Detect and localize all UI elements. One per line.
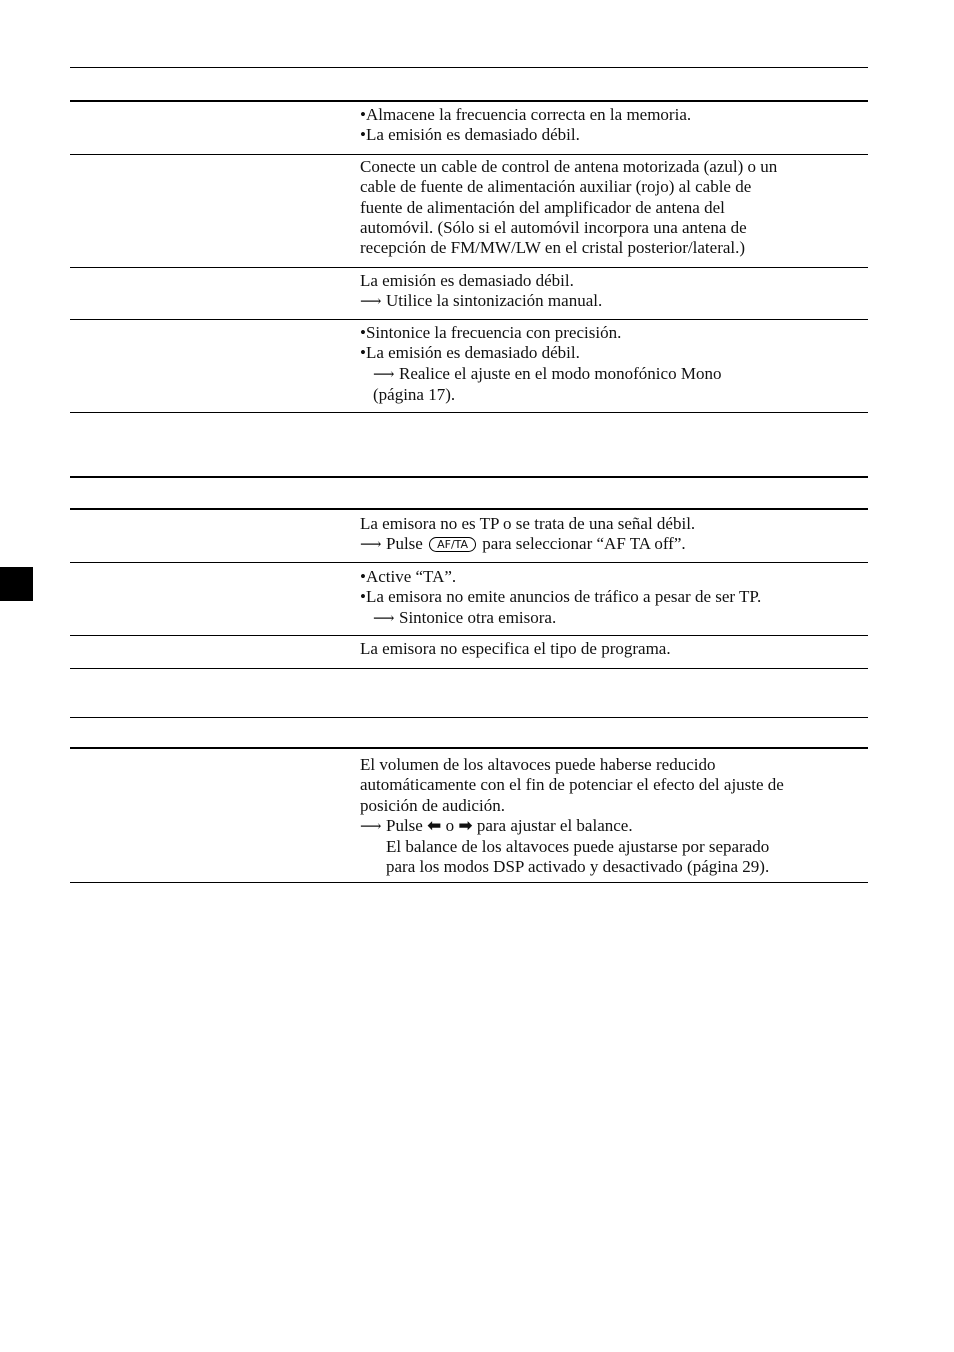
arrow-right-icon: ⟶ — [360, 537, 382, 554]
bullet-item: •Active “TA”. — [360, 567, 457, 586]
bullet-item: •La emisión es demasiado débil. — [360, 343, 580, 363]
text-line: (página 17). — [373, 384, 456, 404]
row-divider — [70, 635, 868, 636]
solution-line: ⟶ Realice el ajuste en el modo monofónico Mono — [360, 364, 870, 385]
arrow-right-icon: ⟶ — [360, 818, 382, 835]
bullet-item: •Almacene la frecuencia correcta en la memoria. — [360, 105, 692, 124]
arrow-right-icon: ⟶ — [373, 366, 395, 383]
text-line: posición de audición. — [360, 795, 505, 815]
table-top-rule — [70, 476, 868, 478]
table-bottom-rule — [70, 412, 868, 413]
table-row — [360, 514, 870, 556]
table-header-rule — [70, 747, 868, 749]
row-divider — [70, 319, 868, 320]
row-divider — [70, 267, 868, 268]
table-top-rule — [70, 67, 868, 68]
solution-line: ⟶ Sintonice otra emisora. — [360, 608, 870, 629]
text-line: La emisora no especifica el tipo de programa. — [360, 639, 671, 658]
right-arrow-key-icon: ➡ — [458, 815, 473, 836]
section-tab-marker — [0, 567, 33, 601]
text-line: La emisora no es TP o se trata de una señal débil. — [360, 514, 696, 533]
table-header-rule — [70, 508, 868, 510]
arrow-right-icon: ⟶ — [373, 610, 395, 627]
text-line: El volumen de los altavoces puede haberse reducido — [360, 755, 716, 774]
row-divider — [70, 154, 868, 155]
left-arrow-key-icon: ⬅ — [427, 815, 442, 836]
table-top-rule — [70, 717, 868, 718]
table-row — [360, 105, 870, 146]
text-line: Conecte un cable de control de antena motorizada (azul) o un — [360, 157, 778, 176]
table-row — [360, 271, 870, 313]
text-line: El balance de los altavoces puede ajustarse por separado — [386, 837, 770, 857]
table-header-rule — [70, 100, 868, 102]
text-line: cable de fuente de alimentación auxiliar (rojo) al cable de — [360, 177, 752, 197]
text-line: fuente de alimentación del amplificador de antena del — [360, 197, 725, 217]
table-row — [360, 567, 870, 629]
bullet-item: •La emisión es demasiado débil. — [360, 125, 580, 145]
text-line: La emisión es demasiado débil. — [360, 271, 574, 290]
text-line: automáticamente con el fin de potenciar el efecto del ajuste de — [360, 775, 784, 795]
table-bottom-rule — [70, 668, 868, 669]
table-row — [360, 157, 870, 258]
bullet-item: •Sintonice la frecuencia con precisión. — [360, 323, 622, 342]
af-ta-key-icon: AF/TA — [429, 537, 476, 552]
table-row — [360, 755, 870, 878]
solution-line: ⟶ Pulse AF/TA para seleccionar “AF TA off”. — [360, 534, 870, 555]
arrow-right-icon: ⟶ — [360, 294, 382, 311]
text-line: para los modos DSP activado y desactivado (página 29). — [386, 857, 770, 877]
row-divider — [70, 562, 868, 563]
table-row — [360, 323, 870, 405]
solution-line: ⟶ Utilice la sintonización manual. — [360, 291, 870, 312]
solution-line: ⟶ Pulse ⬅ o ➡ para ajustar el balance. — [360, 815, 633, 836]
table-row — [360, 639, 870, 659]
bullet-item: •La emisora no emite anuncios de tráfico a pesar de ser TP. — [360, 587, 762, 607]
text-line: recepción de FM/MW/LW en el cristal posterior/lateral.) — [360, 238, 746, 258]
text-line: automóvil. (Sólo si el automóvil incorpora una antena de — [360, 217, 747, 237]
table-bottom-rule — [70, 882, 868, 883]
